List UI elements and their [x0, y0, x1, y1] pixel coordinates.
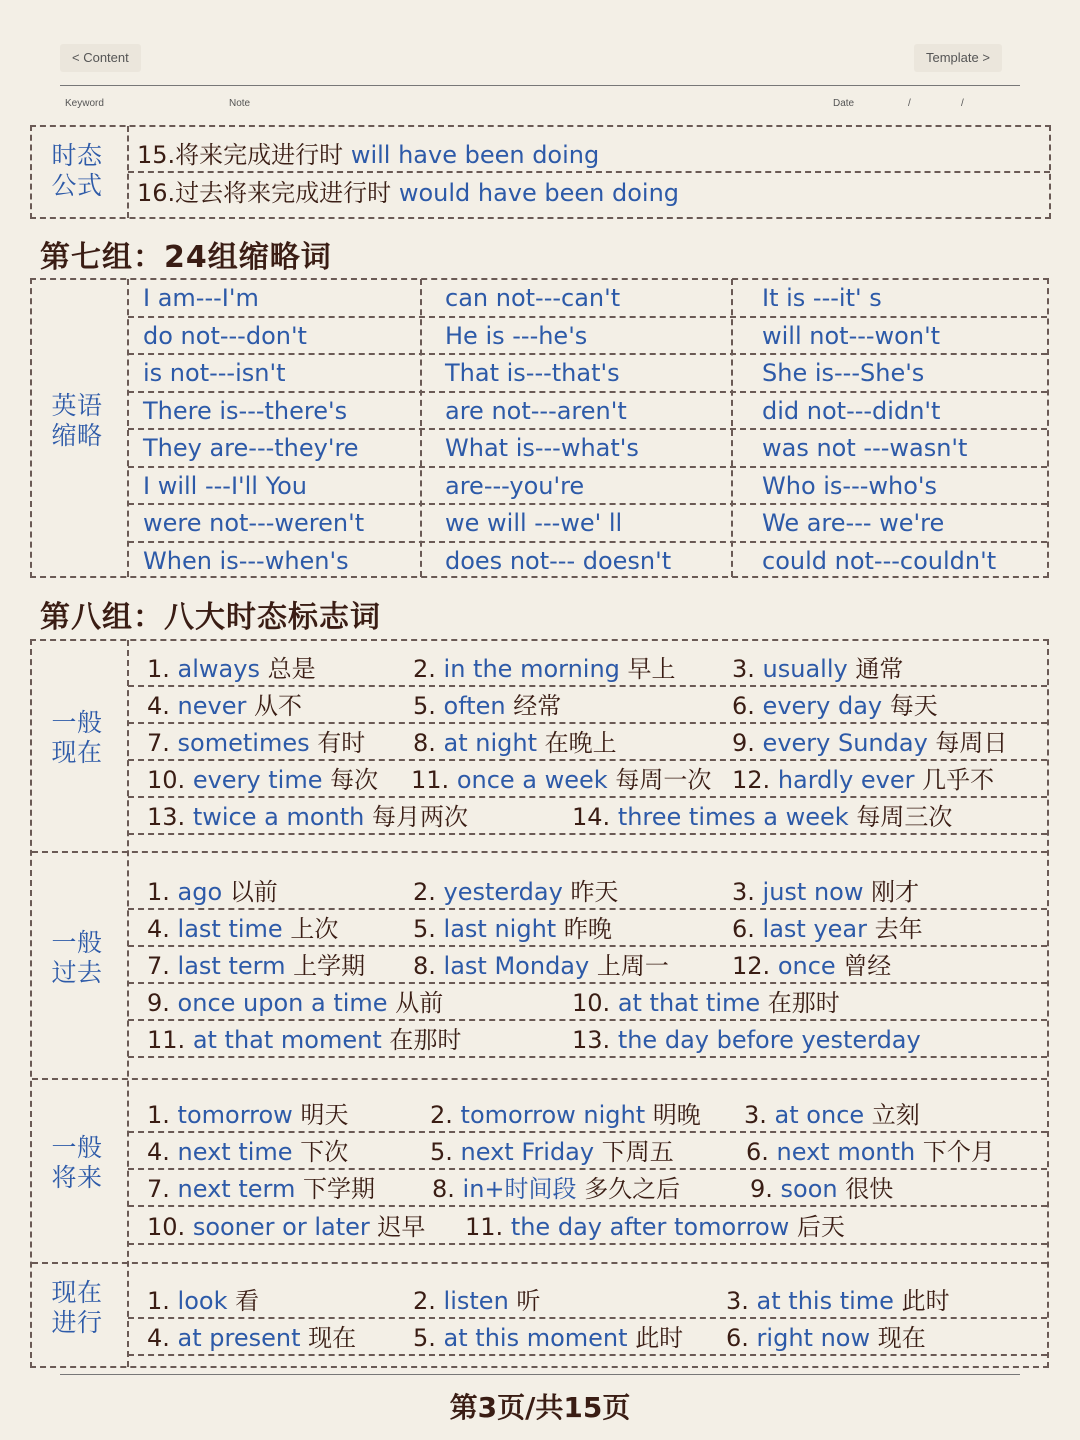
item-number: 5.: [413, 692, 436, 720]
chinese-meaning: 明晚: [652, 1101, 701, 1129]
table-divider: [128, 466, 1047, 468]
chinese-meaning: 刚才: [871, 878, 920, 906]
row-divider: [128, 1131, 1047, 1133]
chinese-meaning: 以前: [229, 878, 278, 906]
item-number: 2.: [413, 655, 436, 683]
item-number: 11.: [147, 1026, 186, 1054]
contraction-cell: I will ---I'll You: [143, 471, 307, 500]
chinese-meaning: 每天: [889, 692, 938, 720]
chinese-meaning: 去年: [874, 915, 923, 943]
chinese-meaning: 下次: [300, 1138, 349, 1166]
item-number: 8.: [413, 952, 436, 980]
header-divider: [60, 85, 1020, 86]
item-number: 10.: [147, 1213, 186, 1241]
signal-word: [147, 1025, 461, 1055]
signal-word: [732, 728, 1007, 758]
row-divider: [128, 1056, 1047, 1058]
english-phrase: once a week: [456, 766, 608, 794]
signal-word: [432, 1174, 680, 1204]
item-number: 9.: [750, 1175, 773, 1203]
chinese-meaning: 上次: [290, 915, 339, 943]
signal-word: [572, 1025, 921, 1055]
signal-word: [413, 654, 676, 684]
contraction-cell: do not---don't: [143, 321, 307, 350]
english-phrase: at once: [774, 1101, 865, 1129]
item-number: 4.: [147, 692, 170, 720]
table-divider: [128, 353, 1047, 355]
date-label: Date: [833, 98, 855, 109]
item-number: 11.: [411, 766, 450, 794]
chinese-meaning: 听: [516, 1287, 541, 1315]
english-phrase: next term: [177, 1175, 296, 1203]
signal-word: [732, 877, 919, 907]
english-phrase: last time: [177, 915, 283, 943]
contraction-cell: Who is---who's: [762, 471, 938, 500]
chinese-meaning: 从前: [395, 989, 444, 1017]
item-number: 3.: [726, 1287, 749, 1315]
chinese-meaning: 在那时: [767, 989, 840, 1017]
signal-word: [147, 951, 365, 981]
english-phrase: the day before yesterday: [617, 1026, 921, 1054]
group-divider: [32, 1078, 1047, 1080]
contraction-cell: She is---She's: [762, 359, 925, 387]
contraction-cell: can not---can't: [445, 284, 621, 312]
contraction-cell: That is---that's: [445, 359, 620, 387]
item-number: 6.: [726, 1324, 749, 1352]
english-phrase: the day after tomorrow: [510, 1213, 790, 1241]
chinese-meaning: 每周一次: [615, 766, 712, 794]
chinese-meaning: 此时: [901, 1287, 950, 1315]
english-phrase: never: [177, 692, 247, 720]
signal-word: [411, 765, 711, 795]
contraction-cell: were not---weren't: [143, 509, 365, 537]
english-phrase: soon: [780, 1175, 838, 1203]
item-number: 13.: [147, 803, 186, 831]
contraction-cell: was not ---wasn't: [762, 434, 968, 462]
english-phrase: three times a week: [617, 803, 849, 831]
english-phrase: usually: [762, 655, 848, 683]
row-divider: [128, 908, 1047, 910]
chinese-meaning: 曾经: [843, 952, 892, 980]
contractions-keyword: 英语 缩略: [51, 391, 103, 450]
item-number: 10.: [572, 989, 611, 1017]
signal-word: [732, 914, 923, 944]
english-phrase: last term: [177, 952, 286, 980]
english-phrase: next month: [776, 1138, 916, 1166]
signal-word: [147, 988, 443, 1018]
section7-heading: 第七组：24组缩略词: [40, 240, 332, 275]
row-divider: [128, 722, 1047, 724]
item-number: 3.: [732, 655, 755, 683]
signal-word: [430, 1100, 701, 1130]
english-phrase: last Monday: [443, 952, 590, 980]
item-number: 1.: [147, 1101, 170, 1129]
row-divider: [128, 1205, 1047, 1207]
contraction-cell: I am---I'm: [143, 284, 259, 312]
signal-word: [465, 1212, 845, 1242]
item-number: 6.: [732, 692, 755, 720]
english-phrase: yesterday: [443, 878, 563, 906]
contraction-cell: What is---what's: [445, 434, 639, 462]
row-divider: [128, 1317, 1047, 1319]
chinese-meaning: 每周日: [935, 729, 1008, 757]
tense-group-keyword: 一般 现在: [51, 708, 103, 767]
chinese-meaning: 在那时: [389, 1026, 462, 1054]
signal-word: [147, 1323, 356, 1353]
item-number: 6.: [732, 915, 755, 943]
back-to-content-button[interactable]: < Content: [60, 44, 141, 72]
table-divider: [128, 503, 1047, 505]
section8-heading: 第八组：八大时态标志词: [40, 600, 381, 635]
english-phrase: at present: [177, 1324, 301, 1352]
english-phrase: look: [177, 1287, 228, 1315]
signal-word: [732, 951, 891, 981]
chinese-meaning: 多久之后: [584, 1175, 681, 1203]
item-number: 10.: [147, 766, 186, 794]
contraction-cell: They are---they're: [143, 434, 359, 462]
group-divider: [32, 1262, 1047, 1264]
tense-formula-row: 15.将来完成进行时 will have been doing: [137, 141, 600, 169]
tense-group-keyword: 现在 进行: [51, 1278, 103, 1337]
english-phrase: at night: [443, 729, 538, 757]
signal-word: [732, 691, 938, 721]
row-divider: [128, 1019, 1047, 1021]
english-phrase: at that time: [617, 989, 761, 1017]
signal-word: [147, 1100, 348, 1130]
signal-word: [726, 1286, 950, 1316]
table-divider: [128, 316, 1047, 318]
chinese-meaning: 每周三次: [856, 803, 953, 831]
english-phrase: hardly ever: [777, 766, 915, 794]
chinese-meaning: 昨晚: [563, 915, 612, 943]
item-number: 14.: [572, 803, 611, 831]
contraction-cell: We are--- we're: [762, 509, 945, 537]
chinese-meaning: 上学期: [293, 952, 366, 980]
signal-word: [744, 1100, 920, 1130]
english-phrase: once upon a time: [177, 989, 388, 1017]
signal-word: [147, 1174, 375, 1204]
note-label: Note: [229, 98, 251, 109]
english-phrase: last night: [443, 915, 557, 943]
signal-word: [746, 1137, 995, 1167]
signal-word: [147, 877, 278, 907]
item-number: 7.: [147, 729, 170, 757]
item-number: 8.: [413, 729, 436, 757]
signal-word: [147, 765, 378, 795]
table-divider: [127, 640, 129, 1367]
template-button[interactable]: Template >: [914, 44, 1002, 72]
signal-word: [147, 728, 365, 758]
chinese-meaning: 立刻: [871, 1101, 920, 1129]
date-slash: /: [908, 98, 911, 109]
signal-word: [147, 1212, 425, 1242]
signal-word: [147, 691, 302, 721]
english-phrase: at this moment: [443, 1324, 628, 1352]
chinese-meaning: 早上: [627, 655, 676, 683]
chinese-meaning: 在晚上: [544, 729, 617, 757]
item-number: 7.: [147, 952, 170, 980]
english-phrase: every Sunday: [762, 729, 928, 757]
item-number: 2.: [430, 1101, 453, 1129]
english-phrase: twice a month: [192, 803, 365, 831]
english-phrase: next Friday: [460, 1138, 595, 1166]
contraction-cell: did not---didn't: [762, 396, 941, 425]
chinese-meaning: 下学期: [302, 1175, 375, 1203]
item-number: 4.: [147, 915, 170, 943]
english-phrase: in+时间段: [462, 1175, 577, 1203]
tense-group-keyword: 一般 过去: [51, 927, 103, 987]
chinese-meaning: 有时: [317, 729, 366, 757]
english-phrase: at this time: [756, 1287, 894, 1315]
english-phrase: tomorrow: [177, 1101, 293, 1129]
chinese-meaning: 此时: [635, 1324, 684, 1352]
date-slash: /: [961, 98, 964, 109]
chinese-meaning: 下个月: [922, 1138, 995, 1166]
signal-word: [147, 914, 338, 944]
chinese-meaning: 昨天: [570, 878, 619, 906]
keyword-label: Keyword: [65, 98, 104, 109]
signal-word: [572, 802, 952, 832]
english-phrase: sometimes: [177, 729, 310, 757]
chinese-meaning: 几乎不: [922, 766, 995, 794]
chinese-meaning: 上周一: [596, 952, 669, 980]
english-phrase: in the morning: [443, 655, 620, 683]
english-phrase: every time: [192, 766, 323, 794]
english-phrase: ago: [177, 878, 223, 906]
item-number: 5.: [413, 915, 436, 943]
english-phrase: next time: [177, 1138, 293, 1166]
row-divider: [128, 796, 1047, 798]
english-phrase: always: [177, 655, 260, 683]
row-divider: [128, 945, 1047, 947]
contraction-cell: It is ---it' s: [762, 284, 882, 312]
contraction-cell: could not---couldn't: [762, 546, 997, 575]
chinese-meaning: 现在: [308, 1324, 357, 1352]
table-divider: [128, 391, 1047, 393]
item-number: 2.: [413, 878, 436, 906]
row-divider: [128, 1354, 1047, 1356]
table-divider: [128, 428, 1047, 430]
contraction-cell: When is---when's: [143, 546, 349, 575]
item-number: 5.: [430, 1138, 453, 1166]
tense-group-keyword: 一般 将来: [51, 1133, 103, 1192]
signal-word: [726, 1323, 926, 1353]
english-phrase: often: [443, 692, 506, 720]
item-number: 3.: [732, 878, 755, 906]
signal-word: [413, 877, 618, 907]
chinese-meaning: 看: [235, 1287, 260, 1315]
tense-formula-row: 16.过去将来完成进行时 would have been doing: [137, 179, 680, 207]
chinese-meaning: 下周五: [601, 1138, 674, 1166]
item-number: 3.: [744, 1101, 767, 1129]
item-number: 9.: [732, 729, 755, 757]
chinese-meaning: 经常: [513, 692, 562, 720]
signal-word: [732, 765, 994, 795]
contraction-cell: He is ---he's: [445, 321, 588, 350]
chinese-meaning: 很快: [845, 1175, 894, 1203]
group-divider: [32, 851, 1047, 853]
item-number: 4.: [147, 1138, 170, 1166]
item-number: 11.: [465, 1213, 504, 1241]
contraction-cell: will not---won't: [762, 321, 941, 350]
item-number: 1.: [147, 655, 170, 683]
item-number: 12.: [732, 766, 771, 794]
row-divider: [128, 685, 1047, 687]
footer-divider: [60, 1374, 1020, 1375]
contraction-cell: There is---there's: [143, 396, 348, 425]
contraction-cell: does not--- doesn't: [445, 546, 672, 575]
signal-word: [430, 1137, 674, 1167]
row-divider: [128, 982, 1047, 984]
chinese-meaning: 总是: [267, 655, 316, 683]
table-divider: [128, 171, 1050, 173]
item-number: 2.: [413, 1287, 436, 1315]
contraction-cell: are---you're: [445, 471, 585, 500]
signal-word: [750, 1174, 893, 1204]
chinese-meaning: 迟早: [377, 1213, 426, 1241]
signal-word: [413, 728, 617, 758]
signal-word: [732, 654, 903, 684]
signal-word: [413, 1323, 683, 1353]
chinese-meaning: 从不: [254, 692, 302, 720]
row-divider: [128, 1243, 1047, 1245]
chinese-meaning: 通常: [855, 655, 904, 683]
english-phrase: at that moment: [192, 1026, 382, 1054]
row-divider: [128, 1168, 1047, 1170]
signal-word: [572, 988, 840, 1018]
chinese-meaning: 明天: [300, 1101, 349, 1129]
english-phrase: tomorrow night: [460, 1101, 646, 1129]
signal-word: [147, 654, 316, 684]
chinese-meaning: 后天: [796, 1213, 845, 1241]
signal-word: [413, 691, 561, 721]
item-number: 13.: [572, 1026, 611, 1054]
tense-formula-keyword: 时态 公式: [51, 141, 103, 200]
english-phrase: once: [777, 952, 836, 980]
chinese-meaning: 现在: [877, 1324, 926, 1352]
signal-word: [147, 1137, 348, 1167]
item-number: 5.: [413, 1324, 436, 1352]
signal-word: [413, 951, 669, 981]
item-number: 8.: [432, 1175, 455, 1203]
item-number: 6.: [746, 1138, 769, 1166]
row-divider: [128, 759, 1047, 761]
item-number: 7.: [147, 1175, 170, 1203]
page-number: 第3页/共15页: [449, 1391, 631, 1424]
chinese-meaning: 每月两次: [371, 803, 468, 831]
english-phrase: last year: [762, 915, 868, 943]
english-phrase: listen: [443, 1287, 509, 1315]
contraction-cell: is not---isn't: [143, 359, 286, 387]
english-phrase: just now: [762, 878, 864, 906]
english-phrase: every day: [762, 692, 883, 720]
contraction-cell: are not---aren't: [445, 396, 627, 425]
table-divider: [128, 541, 1047, 543]
contraction-cell: we will ---we' ll: [445, 509, 623, 537]
english-phrase: sooner or later: [192, 1213, 370, 1241]
row-divider: [128, 833, 1047, 835]
item-number: 4.: [147, 1324, 170, 1352]
item-number: 12.: [732, 952, 771, 980]
signal-word: [413, 1286, 540, 1316]
signal-word: [413, 914, 612, 944]
item-number: 1.: [147, 1287, 170, 1315]
item-number: 9.: [147, 989, 170, 1017]
signal-word: [147, 1286, 259, 1316]
signal-word: [147, 802, 468, 832]
english-phrase: right now: [756, 1324, 871, 1352]
item-number: 1.: [147, 878, 170, 906]
chinese-meaning: 每次: [330, 766, 379, 794]
